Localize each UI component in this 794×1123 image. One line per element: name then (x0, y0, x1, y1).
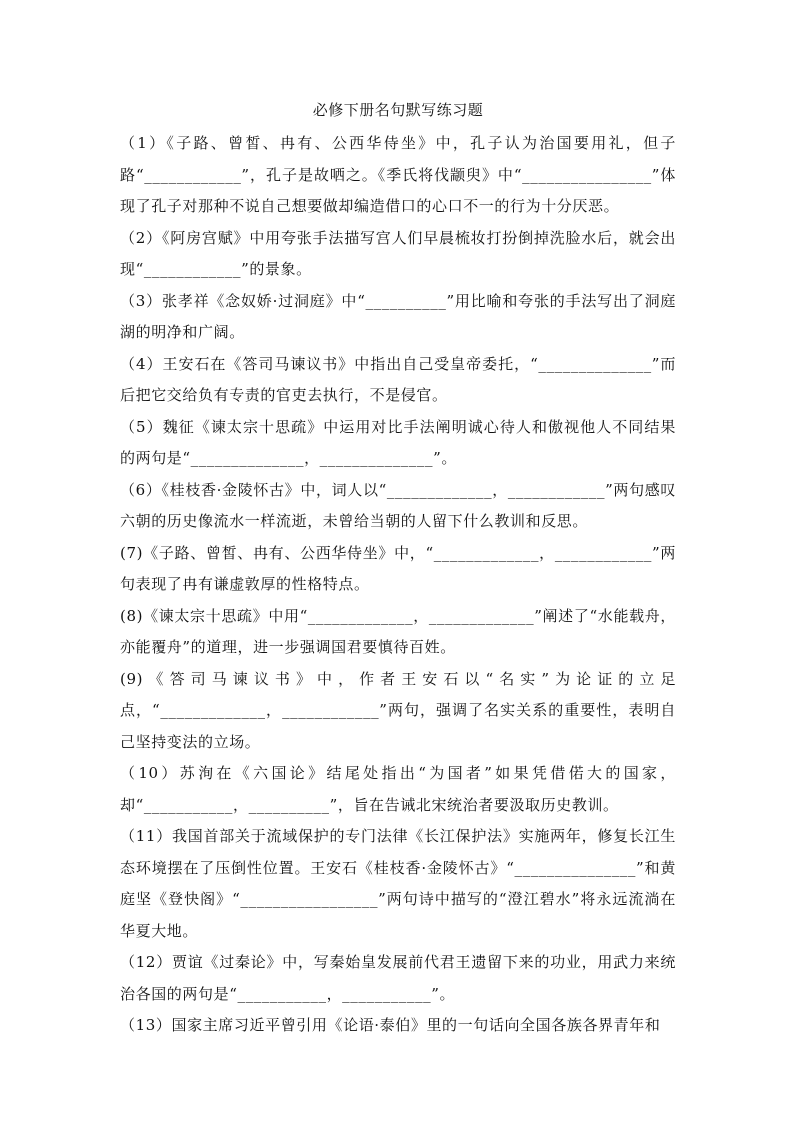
document-title: 必修下册名句默写练习题 (312, 101, 484, 119)
question-item-6: （6）《桂枝香·金陵怀古》中，词人以“_____________，____________”两句感叹六朝的历史像流水一样流逝，未曾给当朝的人留下什么教训和反思。 (120, 480, 676, 530)
question-item-13: （13）国家主席习近平曾引用《论语·泰伯》里的一句话向全国各族各界青年和 (120, 1016, 661, 1034)
question-item-3: （3）张孝祥《念奴娇·过洞庭》中“__________”用比喻和夸张的手法写出了洞庭湖的明净和广阔。 (120, 291, 676, 341)
question-item-5: （5）魏征《谏太宗十思疏》中运用对比手法阐明诚心待人和傲视他人不同结果的两句是“______________，______________”。 (120, 417, 676, 467)
question-item-8: (8)《谏太宗十思疏》中用“_____________，_____________”阐述了“水能载舟，亦能覆舟”的道理，进一步强调国君要慎待百姓。 (120, 606, 676, 656)
question-item-10: （10）苏洵在《六国论》结尾处指出“为国者”如果凭借偌大的国家，却“___________，__________”，旨在告诫北宋统治者要汲取历史教训。 (120, 764, 676, 814)
question-item-4: （4）王安石在《答司马谏议书》中指出自己受皇帝委托，“______________”而后把它交给负有专责的官吏去执行，不是侵官。 (120, 354, 676, 404)
question-item-7: (7)《子路、曾皙、冉有、公西华侍坐》中，“_____________，____________”两句表现了冉有谦虚敦厚的性格特点。 (120, 543, 676, 593)
question-item-1: （1）《子路、曾皙、冉有、公西华侍坐》中，孔子认为治国要用礼，但子路“____________”，孔子是故哂之。《季氏将伐颛臾》中“________________”体现了孔子对那种不说自己想要做却编造借口的心口不一的行为十分厌恶。 (120, 134, 676, 215)
question-item-11: （11）我国首部关于流域保护的专门法律《长江保护法》实施两年，修复长江生态环境摆在了压倒性位置。王安石《桂枝香·金陵怀古》“_______________”和黄庭坚《登快阁》“_________________”两句诗中描写的“澄江碧水”将永远流淌在华夏大地。 (120, 827, 676, 940)
question-item-2: （2）《阿房宫赋》中用夸张手法描写宫人们早晨梳妆打扮倒掉洗脸水后，就会出现“____________”的景象。 (120, 228, 676, 278)
question-item-9: (9)《答司马谏议书》中，作者王安石以“名实”为论证的立足点，“_____________，____________”两句，强调了名实关系的重要性，表明自己坚持变法的立场。 (120, 669, 676, 751)
question-list (120, 128, 676, 1042)
question-item-12: （12）贾谊《过秦论》中，写秦始皇发展前代君王遗留下来的功业，用武力来统治各国的两句是“___________，___________”。 (120, 953, 676, 1003)
